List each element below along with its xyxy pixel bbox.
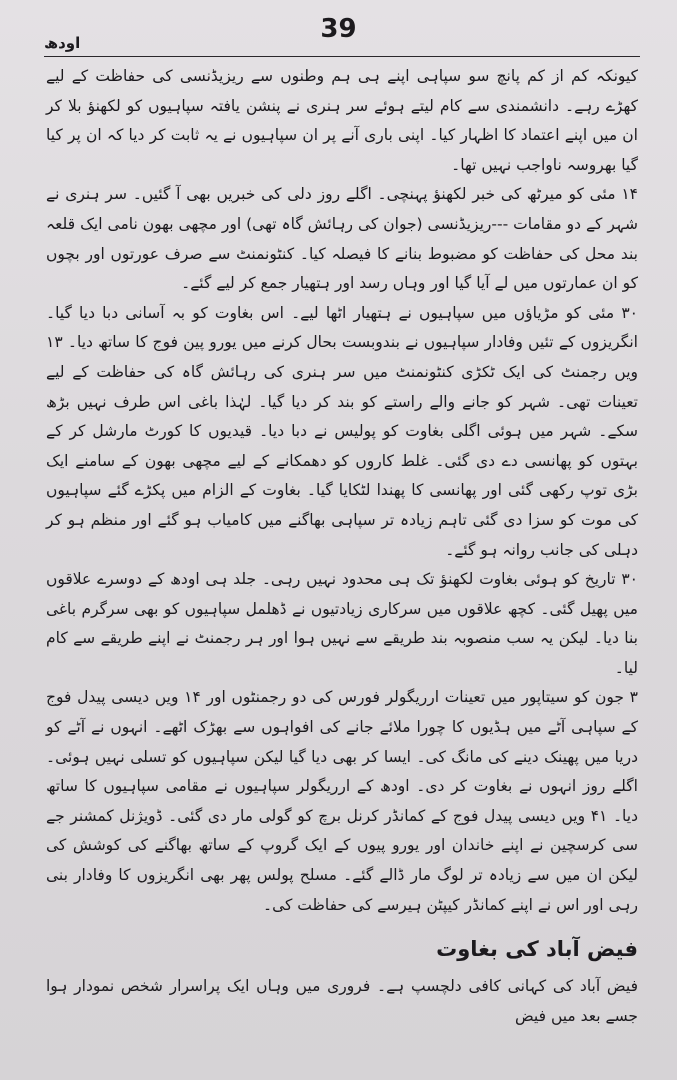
header-rule <box>44 56 640 57</box>
paragraph: فیض آباد کی کہانی کافی دلچسپ ہے۔ فروری میں وہاں ایک پراسرار شخص نمودار ہوا جسے بعد میں فیض <box>46 977 638 1025</box>
section-heading: فیض آباد کی بغاوت <box>436 937 638 962</box>
body-text <box>46 62 638 1031</box>
paragraph: ۳ جون کو سیتاپور میں تعینات ارریگولر فورس کی دو رجمنٹوں اور ۱۴ ویں دیسی پیدل فوج کے سپاہی آٹے میں ہڈیوں کا چورا ملائے جانے کی افواہوں سے بھڑک اٹھے۔ انہوں نے آٹے کو دریا میں پھینک دینے کی مانگ کی۔ ایسا کر بھی دیا گیا لیکن سپاہیوں کو تسلی نہیں ہوئی۔ اگلے روز انہوں نے بغاوت کر دی۔ اودھ کے ارریگولر سپاہیوں نے مقامی سپاہیوں کا ساتھ دیا۔ ۴۱ ویں دیسی پیدل فوج کے کمانڈر کرنل برچ کو گولی مار دی گئی۔ ڈویژنل کمشنر جے سی کرسچین نے اپنے خاندان اور یورو پیوں کے ایک گروپ کے ساتھ بھاگنے کی کوشش کی لیکن ان میں سے زیادہ تر لوگ مار ڈالے گئے۔ مسلح پولس پھر بھی انگریزوں کا وفادار بنی رہی اور اس نے اپنے کمانڈر کیپٹن ہیرسے کی حفاظت کی۔ <box>46 688 638 914</box>
page-number: 39 <box>320 14 357 44</box>
paragraph: ۳۰ مئی کو مڑیاؤں میں سپاہیوں نے ہتھیار اٹھا لیے۔ اس بغاوت کو بہ آسانی دبا دیا گیا۔ انگریزوں کے تئیں وفادار سپاہیوں نے بندوبست بحال کرنے میں یورو پین فوج کا ساتھ دیا۔ ۱۳ ویں رجمنٹ کی ایک ٹکڑی کنٹونمنٹ میں سر ہنری کی رہائش گاہ کی حفاظت کے لیے تعینات تھی۔ شہر کو جانے والے راستے کو بند کر دیا گیا۔ لہٰذا باغی اس طرف نہیں بڑھ سکے۔ شہر میں ہوئی اگلی بغاوت کو پولیس نے دبا دیا۔ قیدیوں کا کورٹ مارشل کر کے بہتوں کو پھانسی دے دی گئی۔ غلط کاروں کو دھمکانے کے لیے مچھی بھون کے سامنے ایک بڑی توپ رکھی گئی اور پھانسی کا پھندا لٹکایا گیا۔ بغاوت کے الزام میں پکڑے گئے سپاہیوں کی موت کو سزا دی گئی تاہم زیادہ تر سپاہی بھاگنے میں کامیاب ہو گئے اور منظم ہو کر دہلی کی جانب روانہ ہو گئے۔ <box>46 303 638 559</box>
paragraph: کیونکہ کم از کم پانچ سو سپاہی اپنے ہی ہم وطنوں سے ریزیڈنسی کی حفاظت کے لیے کھڑے رہے۔ دانشمندی سے کام لیتے ہوئے سر ہنری نے پنشن یافتہ سپاہیوں کو لکھنؤ بلا کر ان میں اپنے اعتماد کا اظہار کیا۔ اپنی باری آنے پر ان سپاہیوں نے یہ ثابت کر دیا کہ ان پر کیا گیا بھروسہ ناواجب نہیں تھا۔ <box>46 67 638 174</box>
paragraph: ۱۴ مئی کو میرٹھ کی خبر لکھنؤ پہنچی۔ اگلے روز دلی کی خبریں بھی آ گئیں۔ سر ہنری نے شہر کے دو مقامات ---ریزیڈنسی (جوان کی رہائش گاہ تھی) اور مچھی بھون نامی ایک قلعہ بند محل کی حفاظت کو مضبوط بنانے کا فیصلہ کیا۔ کنٹونمنٹ سے صرف عورتوں اور بچوں کو ان عمارتوں میں لے آیا گیا اور وہاں رسد اور ہتھیار جمع کر لیے گئے۔ <box>46 185 638 293</box>
paragraph: ۳۰ تاریخ کو ہوئی بغاوت لکھنؤ تک ہی محدود نہیں رہی۔ جلد ہی اودھ کے دوسرے علاقوں میں پھیل گئی۔ کچھ علاقوں میں سرکاری زیادتیوں نے ڈھلمل سپاہیوں کو بھی سرگرم باغی بنا دیا۔ لیکن یہ سب منصوبہ بند طریقے سے نہیں ہوا اور ہر رجمنٹ نے اپنے طریقے سے کام لیا۔ <box>46 570 638 677</box>
running-head: اودھ <box>44 34 81 52</box>
